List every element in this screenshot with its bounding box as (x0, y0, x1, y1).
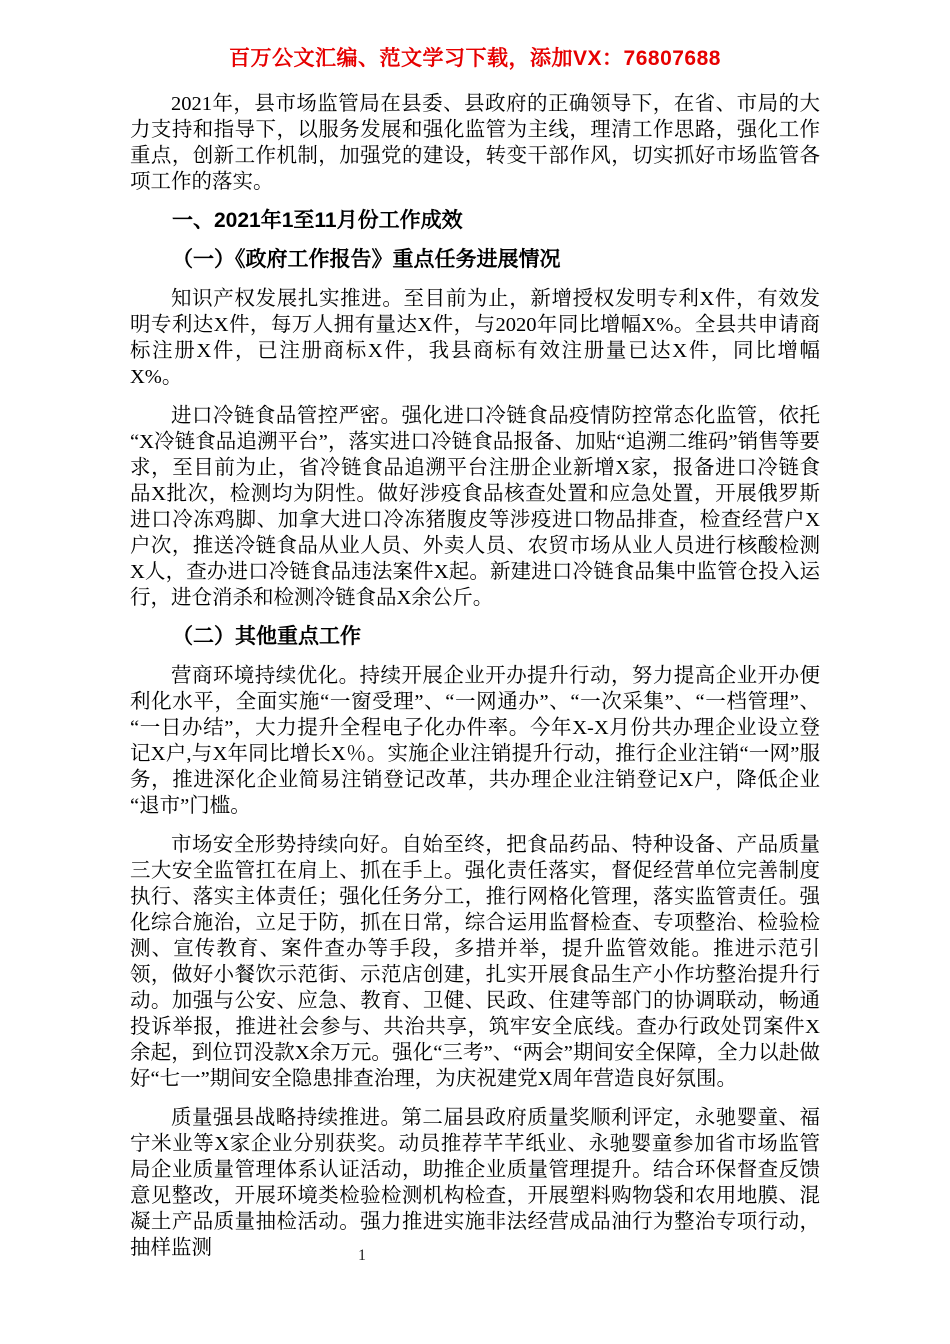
paragraph-intro: 2021年，县市场监管局在县委、县政府的正确领导下，在省、市局的大力支持和指导下，以服务发展和强化监管为主线，理清工作思路，强化工作重点，创新工作机制，加强党的建设，转变干部作风，切实抓好市场监管各项工作的落实。 (130, 93, 820, 193)
paragraph-cold-chain-food: 进口冷链食品管控严密。强化进口冷链食品疫情防控常态化监管，依托“X冷链食品追溯平台”，落实进口冷链食品报备、加贴“追溯二维码”销售等要求，至目前为止，省冷链食品追溯平台注册企业新增X家，报备进口冷链食品X批次，检测均为阴性。做好涉疫食品核查处置和应急处置，开展俄罗斯进口冷冻鸡脚、加拿大进口冷冻猪腹皮等涉疫进口物品排查，检查经营户X户次，推送冷链食品从业人员、外卖人员、农贸市场从业人员进行核酸检测X人，查办进口冷链食品违法案件X起。新建进口冷链食品集中监管仓投入运行，进仓消杀和检测冷链食品X余公斤。 (130, 405, 820, 609)
heading-sub-1-gov-report-tasks: （一）《政府工作报告》重点任务进展情况 (172, 248, 561, 271)
paragraph-market-safety: 市场安全形势持续向好。自始至终，把食品药品、特种设备、产品质量三大安全监管扛在肩上、抓在手上。强化责任落实，督促经营单位完善制度执行、落实主体责任；强化任务分工，推行网格化管理，落实监管责任。强化综合施治，立足于防，抓在日常，综合运用监督检查、专项整治、检验检测、宣传教育、案件查办等手段，多措并举，提升监管效能。推进示范引领，做好小餐饮示范街、示范店创建，扎实开展食品生产小作坊整治提升行动。加强与公安、应急、教育、卫健、民政、住建等部门的协调联动，畅通投诉举报，推进社会参与、共治共享，筑牢安全底线。查办行政处罚案件X余起，到位罚没款X余万元。强化“三考”、“两会”期间安全保障，全力以赴做好“七一”期间安全隐患排查治理，为庆祝建党X周年营造良好氛围。 (130, 834, 820, 1090)
promo-header-text: 百万公文汇编、范文学习下载，添加VX：76807688 (229, 47, 721, 70)
heading-sub-2-other-key-work: （二）其他重点工作 (172, 625, 361, 648)
paragraph-intellectual-property: 知识产权发展扎实推进。至目前为止，新增授权发明专利X件，有效发明专利达X件，每万人拥有量达X件，与2020年同比增幅X%。全县共申请商标注册X件，已注册商标X件，我县商标有效注册量已达X件，同比增幅X%。 (130, 288, 820, 388)
paragraph-quality-strategy: 质量强县战略持续推进。第二届县政府质量奖顺利评定，永驰婴童、福宁米业等X家企业分别获奖。动员推荐芊芊纸业、永驰婴童参加省市场监管局企业质量管理体系认证活动，助推企业质量管理提升。结合环保督查反馈意见整改，开展环境类检验检测机构检查，开展塑料购物袋和农用地膜、混凝土产品质量抽检活动。强力推进实施非法经营成品油行为整治专项行动，抽样监测 (130, 1107, 820, 1259)
paragraph-business-environment: 营商环境持续优化。持续开展企业开办提升行动，努力提高企业开办便利化水平，全面实施“一窗受理”、“一网通办”、“一次采集”、“一档管理”、“一日办结”，大力提升全程电子化办件率。今年X-X月份共办理企业设立登记X户,与X年同比增长X％。实施企业注销提升行动，推行企业注销“一网”服务，推进深化企业简易注销登记改革，共办理企业注销登记X户，降低企业“退市”门槛。 (130, 665, 820, 817)
document-body (130, 91, 820, 1261)
page-number: 1 (358, 1247, 366, 1264)
heading-section-1-work-results: 一、2021年1至11月份工作成效 (172, 209, 463, 232)
